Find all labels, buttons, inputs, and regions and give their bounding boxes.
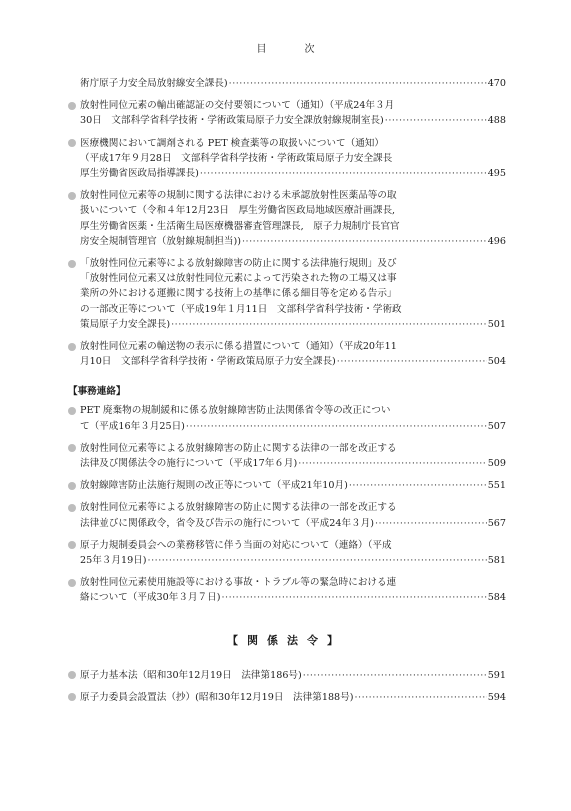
toc-group-tsuuchi: [68, 76, 506, 369]
toc-entry-text: PET 廃棄物の規制緩和に係る放射線障害防止法関係省令等の改正につい: [80, 405, 391, 417]
toc-entry-text: 月10日 文部科学省科学技術・学術政策局原子力安全課長): [80, 356, 336, 368]
toc-entry-text: 30日 文部科学省科学技術・学術政策局原子力安全課放射線規制室長): [80, 115, 384, 127]
page-number: 567: [487, 517, 506, 529]
toc-entry[interactable]: [68, 690, 506, 705]
page-number: 509: [487, 458, 506, 470]
dot-leader: [148, 553, 487, 568]
toc-entry-text: 法律並びに関係政令，省令及び告示の施行について（平成24年３月): [80, 517, 374, 529]
toc-entry-text: 放射性同位元素等による放射線障害の防止に関する法律の一部を改正する: [80, 502, 397, 514]
dot-leader: [298, 456, 486, 471]
dot-leader: [303, 668, 487, 683]
toc-entry[interactable]: [68, 403, 506, 433]
dot-leader: [221, 590, 486, 605]
toc-entry[interactable]: [68, 668, 506, 683]
toc-entry[interactable]: [68, 188, 506, 249]
toc-entry-text: 放射性同位元素等の規制に関する法律における未承認放射性医薬品等の取: [80, 190, 397, 202]
bullet-icon: [68, 192, 76, 200]
toc-entry-text: の一部改正等について（平成19年１月11日 文部科学省科学技術・学術政: [80, 303, 402, 315]
dot-leader: [349, 478, 487, 493]
toc-entry-text: 放射性同位元素使用施設等における事故・トラブル等の緊急時における連: [80, 577, 397, 589]
toc-entry-text: 「放射性同位元素等による放射線障害の防止に関する法律施行規則」及び: [80, 258, 397, 270]
bullet-icon: [68, 407, 76, 415]
toc-entry-text: 厚生労働省医薬・生活衛生局医療機器審査管理課長, 原子力規制庁長官官: [80, 220, 400, 232]
dot-leader: [337, 354, 487, 369]
toc-content: [68, 76, 506, 712]
toc-entry-text: 策局原子力安全課長): [80, 318, 171, 330]
dot-leader: [200, 166, 487, 181]
page-number: 501: [487, 318, 506, 330]
toc-entry-text: 原子力委員会設置法（抄）(昭和30年12月19日 法律第188号): [80, 691, 354, 703]
toc-entry-text: 放射性同位元素の輸出確認証の交付要領について（通知）（平成24年３月: [80, 100, 395, 112]
toc-entry[interactable]: [68, 339, 506, 369]
bullet-icon: [68, 482, 76, 490]
page-number: 581: [487, 555, 506, 567]
toc-entry-text: 原子力基本法（昭和30年12月19日 法律第186号): [80, 669, 302, 681]
toc-group-jimu-renraku: [68, 403, 506, 605]
toc-entry[interactable]: [68, 538, 506, 568]
page-number: 488: [487, 115, 506, 127]
toc-entry[interactable]: [68, 256, 506, 332]
page-title: 目 次: [256, 44, 329, 55]
page-number: 495: [487, 168, 506, 180]
page-number: 504: [487, 356, 506, 368]
toc-entry-text: て（平成16年３月25日): [80, 420, 185, 432]
dot-leader: [385, 113, 487, 128]
page-number: 496: [487, 235, 506, 247]
toc-entry[interactable]: [68, 575, 506, 605]
page-number: 584: [487, 592, 506, 604]
bullet-icon: [68, 504, 76, 512]
toc-entry-text: （平成17年９月28日 文部科学省科学技術・学術政策局原子力安全課長: [80, 152, 393, 164]
toc-entry-text: 法律及び関係法令の施行について（平成17年６月): [80, 458, 298, 470]
toc-entry-text: 原子力規制委員会への業務移管に伴う当面の対応について（連絡）（平成: [80, 539, 392, 551]
section-title-kankei-hourei: 【関係法令】: [227, 633, 347, 647]
toc-entry-text: 医療機関において調剤される PET 検査薬等の取扱いについて（通知）: [80, 137, 384, 149]
toc-entry[interactable]: [68, 136, 506, 182]
toc-entry-text: 厚生労働省医政局指導課長): [80, 168, 199, 180]
toc-entry-text: 放射性同位元素等による放射線障害の防止に関する法律の一部を改正する: [80, 442, 397, 454]
dot-leader: [375, 516, 487, 531]
toc-entry[interactable]: [68, 98, 506, 128]
toc-entry-text: 放射線障害防止法施行規則の改正等について（平成21年10月): [80, 480, 348, 492]
toc-entry-text: 絡について（平成30年３月７日): [80, 592, 221, 604]
bullet-icon: [68, 579, 76, 587]
dot-leader: [229, 76, 487, 91]
dot-leader: [354, 690, 486, 705]
toc-entry-text: 業所の外における運搬に関する技術上の基準に係る細目等を定める告示」: [80, 288, 397, 300]
page-number: 551: [487, 480, 506, 492]
toc-group-kankei-hourei: [68, 668, 506, 705]
toc-entry-text: 放射性同位元素の輸送物の表示に係る措置について（通知）（平成20年11: [80, 341, 397, 353]
bullet-icon: [68, 102, 76, 110]
dot-leader: [171, 317, 487, 332]
toc-entry-text: 25年３月19日): [80, 555, 147, 567]
dot-leader: [186, 419, 487, 434]
toc-entry-text: 房安全規制管理官（放射線規制担当)): [80, 235, 241, 247]
page-number: 594: [487, 691, 506, 703]
page-number: 591: [487, 669, 506, 681]
toc-entry-text: 扱いについて（令和４年12月23日 厚生労働省医政局地域医療計画課長,: [80, 205, 396, 217]
toc-entry-text: 「放射性同位元素又は放射性同位元素によって汚染された物の工場又は事: [80, 273, 397, 285]
toc-entry[interactable]: [68, 478, 506, 493]
bullet-icon: [68, 343, 76, 351]
page-number: 507: [487, 420, 506, 432]
page-number: 470: [487, 78, 506, 89]
toc-entry[interactable]: [68, 76, 506, 91]
toc-entry[interactable]: [68, 500, 506, 530]
bullet-icon: [68, 260, 76, 268]
toc-entry[interactable]: [68, 441, 506, 471]
dot-leader: [242, 234, 487, 249]
section-label-jimu-renraku: 【事務連絡】: [68, 386, 126, 398]
toc-entry-text: 術庁原子力安全局放射線安全課長): [80, 78, 228, 89]
